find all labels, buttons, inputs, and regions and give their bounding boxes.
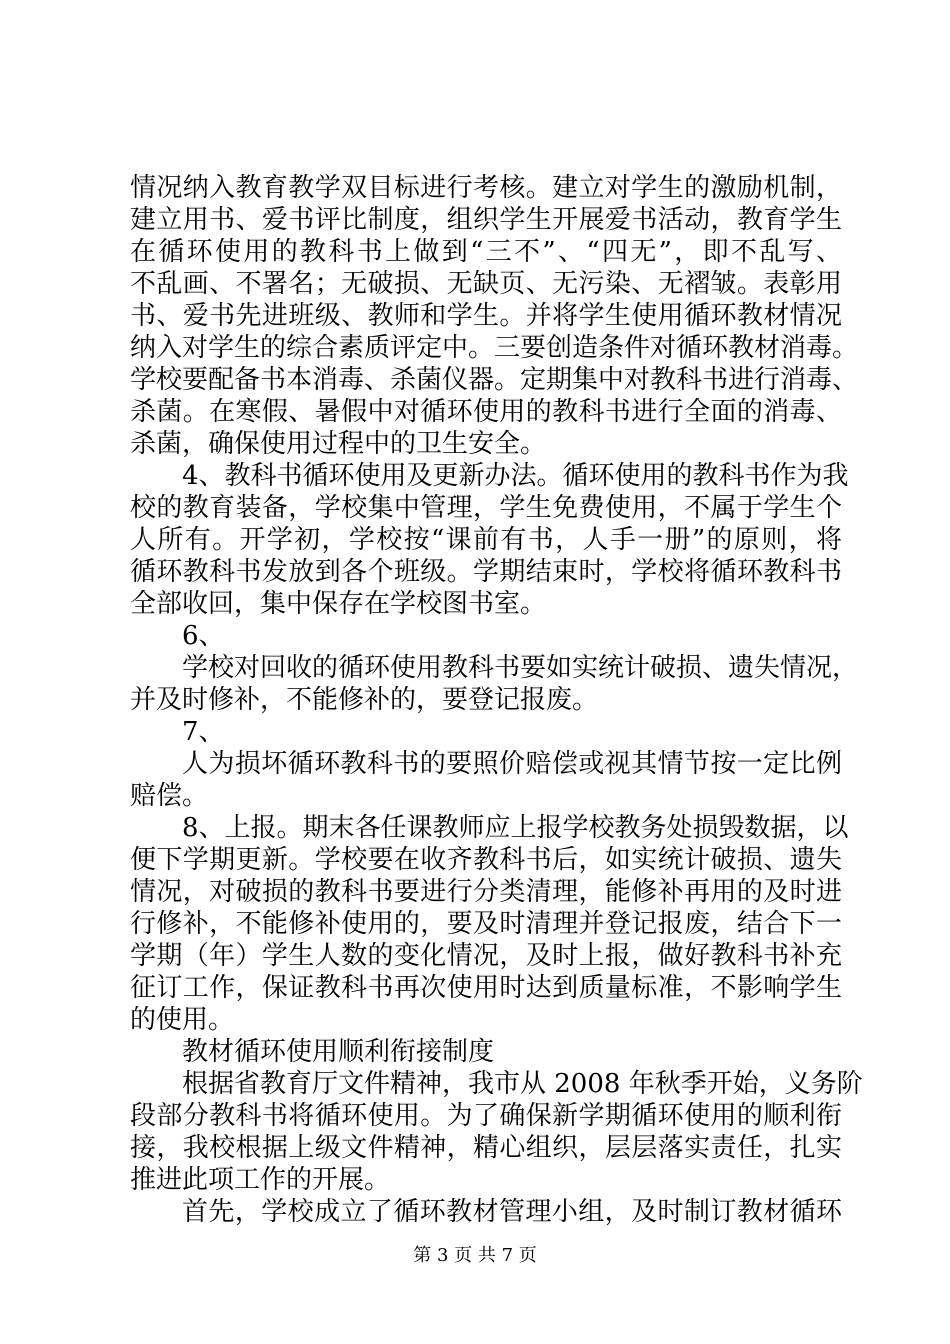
text-line: 在循环使用的教科书上做到“三不”、“四无”，即不乱写、 bbox=[130, 237, 842, 267]
text-line: 杀菌，确保使用过程中的卫生安全。 bbox=[130, 429, 547, 459]
text-line: 根据省教育厅文件精神，我市从 2008 年秋季开始，义务阶 bbox=[182, 1069, 863, 1099]
document-body bbox=[130, 172, 863, 1228]
text-line: 首先，学校成立了循环教材管理小组，及时制订教材循环 bbox=[182, 1197, 842, 1227]
text-line: 校的教育装备，学校集中管理，学生免费使用，不属于学生个 bbox=[130, 493, 842, 523]
text-line: 推进此项工作的开展。 bbox=[130, 1165, 391, 1195]
text-line: 不乱画、不署名；无破损、无缺页、无污染、无褶皱。表彰用 bbox=[130, 269, 842, 299]
text-line: 纳入对学生的综合素质评定中。三要创造条件对循环教材消毒。 bbox=[130, 333, 859, 363]
text-line: 段部分教科书将循环使用。为了确保新学期循环使用的顺利衔 bbox=[130, 1101, 842, 1131]
text-line: 书、爱书先进班级、教师和学生。并将学生使用循环教材情况 bbox=[130, 301, 842, 331]
text-line: 接，我校根据上级文件精神，精心组织，层层落实责任，扎实 bbox=[130, 1133, 842, 1163]
text-line: 人为损坏循环教科书的要照价赔偿或视其情节按一定比例 bbox=[182, 749, 842, 779]
text-line: 学校要配备书本消毒、杀菌仪器。定期集中对教科书进行消毒、 bbox=[130, 365, 859, 395]
text-line: 行修补，不能修补使用的，要及时清理并登记报废，结合下一 bbox=[130, 909, 842, 939]
text-line: 杀菌。在寒假、暑假中对循环使用的教科书进行全面的消毒、 bbox=[130, 397, 842, 427]
text-line: 8、上报。期末各任课教师应上报学校教务处损毁数据，以 bbox=[182, 813, 849, 843]
text-line: 并及时修补，不能修补的，要登记报废。 bbox=[130, 685, 599, 715]
text-line: 征订工作，保证教科书再次使用时达到质量标准，不影响学生 bbox=[130, 973, 842, 1003]
text-line: 赔偿。 bbox=[130, 781, 209, 811]
text-line: 4、教科书循环使用及更新办法。循环使用的教科书作为我 bbox=[182, 461, 849, 491]
text-line: 教材循环使用顺利衔接制度 bbox=[182, 1037, 495, 1067]
text-line: 便下学期更新。学校要在收齐教科书后，如实统计破损、遗失 bbox=[130, 845, 842, 875]
text-line: 建立用书、爱书评比制度，组织学生开展爱书活动，教育学生 bbox=[130, 205, 842, 235]
text-line: 学期（年）学生人数的变化情况，及时上报，做好教科书补充 bbox=[130, 941, 842, 971]
text-line: 6、 bbox=[182, 621, 225, 651]
text-line: 全部收回，集中保存在学校图书室。 bbox=[130, 589, 547, 619]
text-line: 循环教科书发放到各个班级。学期结束时，学校将循环教科书 bbox=[130, 557, 842, 587]
text-line: 7、 bbox=[182, 717, 225, 747]
text-line: 的使用。 bbox=[130, 1005, 235, 1035]
text-line: 情况纳入教育教学双目标进行考核。建立对学生的激励机制， bbox=[130, 173, 842, 203]
page-footer: 第 3 页 共 7 页 bbox=[413, 1245, 537, 1266]
text-line: 学校对回收的循环使用教科书要如实统计破损、遗失情况， bbox=[182, 653, 859, 683]
text-line: 人所有。开学初，学校按“课前有书，人手一册”的原则，将 bbox=[130, 525, 842, 555]
text-line: 情况，对破损的教科书要进行分类清理，能修补再用的及时进 bbox=[130, 877, 842, 907]
